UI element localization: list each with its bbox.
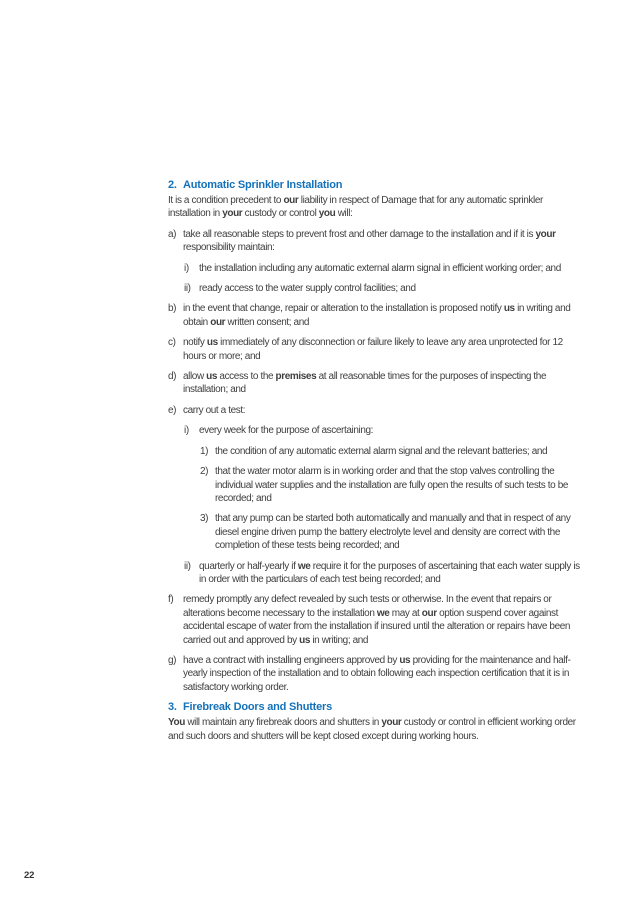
- paragraph: It is a condition precedent to our liability in respect of Damage that for any automatic sprinkler installation in your custody or control you will:: [168, 195, 543, 220]
- section-heading: [168, 701, 582, 714]
- defined-term: us: [399, 654, 411, 666]
- defined-term: us: [206, 337, 218, 349]
- list-item-text: take all reasonable steps to prevent frost and other damage to the installation and if it is your responsibility maintain:: [183, 228, 556, 254]
- defined-term: our: [210, 316, 226, 328]
- defined-term: our: [421, 607, 437, 619]
- list-item-text: the condition of any automatic external alarm signal and the relevant batteries; and: [215, 445, 548, 457]
- list-item-label: ii): [184, 283, 191, 295]
- list-item-text: remedy promptly any defect revealed by such tests or otherwise. In the event that repairs or alterations become necessary to the installation we may at our option suspend cover against accidental escape of water from the installation if insured until the alteration or repairs have been carried out and approved by us in writing; and: [183, 594, 571, 646]
- list-item-text: have a contract with installing engineers approved by us providing for the maintenance and half-yearly inspection of the installation and to obtain following each inspection certification that it is in satisfactory working order.: [183, 654, 571, 693]
- list-item: [200, 445, 582, 458]
- defined-term: you: [318, 208, 336, 220]
- section-title: Automatic Sprinkler Installation: [183, 179, 343, 191]
- list-item-label: 3): [200, 513, 209, 525]
- list-item-text: ready access to the water supply control facilities; and: [199, 283, 416, 295]
- document-body: [168, 179, 582, 750]
- list-item-label: g): [168, 654, 177, 666]
- list-item: [184, 424, 582, 437]
- list-item-text: every week for the purpose of ascertaining:: [199, 425, 374, 437]
- list-item-text: allow us access to the premises at all reasonable times for the purposes of inspecting the installation; and: [183, 371, 547, 396]
- list-item: [168, 404, 582, 417]
- defined-term: your: [222, 208, 243, 220]
- list-item-text: that any pump can be started both automatically and manually and that in respect of any diesel engine driven pump the battery electrolyte level and density are correct with the completion of these tests being recorded; and: [215, 513, 571, 552]
- list-item-label: i): [184, 425, 189, 437]
- defined-term: we: [297, 560, 311, 572]
- defined-term: premises: [275, 371, 317, 383]
- list-item: [184, 560, 582, 587]
- list-item: [184, 262, 582, 275]
- defined-term: your: [381, 717, 402, 729]
- defined-term: You: [168, 717, 185, 729]
- list-item-label: f): [168, 594, 174, 606]
- list-item-label: ii): [184, 560, 191, 572]
- list-item-text: that the water motor alarm is in working order and that the stop valves controlling the individual water supplies and the installation are fully open the results of such tests to be recorded; and: [215, 466, 569, 504]
- list-item-text: in the event that change, repair or alteration to the installation is proposed notify us in writing and obtain our written consent; and: [183, 303, 571, 328]
- list-item: [168, 654, 582, 694]
- defined-term: us: [206, 371, 218, 383]
- list-item-text: the installation including any automatic external alarm signal in efficient working order; and: [199, 262, 561, 274]
- list-item: [200, 512, 582, 552]
- defined-term: our: [283, 195, 299, 206]
- list-item: [168, 593, 582, 647]
- list-item-label: 1): [200, 445, 209, 457]
- list-item-label: 2): [200, 466, 209, 478]
- list-item-label: c): [168, 337, 176, 349]
- defined-term: we: [376, 607, 390, 619]
- section-title: Firebreak Doors and Shutters: [183, 701, 333, 714]
- list-item-label: b): [168, 303, 177, 315]
- list-item: [168, 370, 582, 397]
- section-heading: [168, 179, 582, 192]
- list-item: [200, 465, 582, 505]
- section-number: 2.: [168, 179, 177, 191]
- defined-term: us: [503, 303, 515, 315]
- defined-term: us: [299, 634, 310, 646]
- list-item-text: quarterly or half-yearly if we require it for the purposes of ascertaining that each water supply is in order with the particulars of each test being recorded; and: [199, 560, 580, 585]
- section-number: 3.: [168, 701, 177, 714]
- list-item-text: notify us immediately of any disconnection or failure likely to leave any area unprotected for 12 hours or more; and: [183, 337, 563, 362]
- section: [168, 179, 582, 694]
- list-item-label: d): [168, 371, 177, 383]
- list-item-label: i): [184, 262, 189, 274]
- paragraph: You will maintain any firebreak doors and shutters in your custody or control in efficient working order and such doors and shutters will be kept closed except during working hours.: [168, 717, 576, 742]
- list-item: [168, 302, 582, 329]
- list-item: [184, 282, 582, 295]
- list-item: [168, 336, 582, 363]
- list-item-label: a): [168, 228, 177, 240]
- defined-term: your: [535, 228, 556, 240]
- list-item-label: e): [168, 404, 177, 416]
- list-item-text: carry out a test:: [183, 404, 246, 416]
- page-number: 22: [24, 870, 35, 881]
- list-item: [168, 228, 582, 255]
- section: [168, 701, 582, 743]
